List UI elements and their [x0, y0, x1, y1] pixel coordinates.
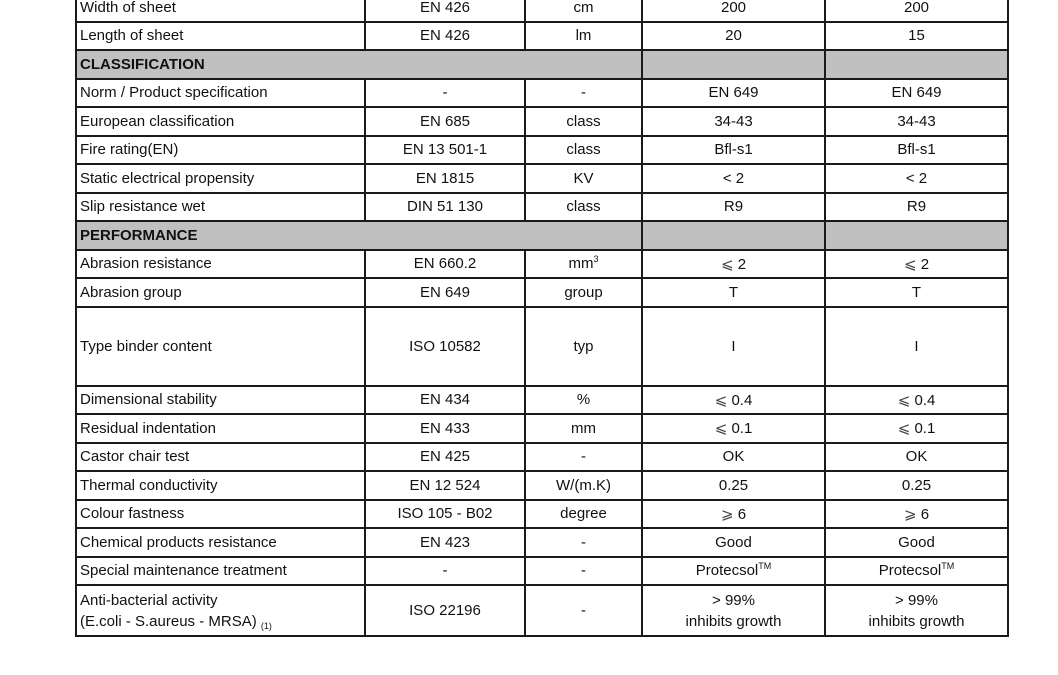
unit-cell: class	[525, 193, 642, 222]
norm-cell: ISO 22196	[365, 585, 525, 636]
section-title: PERFORMANCE	[76, 221, 642, 250]
property-label: Type binder content	[76, 307, 365, 386]
property-label: Norm / Product specification	[76, 79, 365, 108]
norm-cell: EN 649	[365, 278, 525, 307]
less-equal-symbol: ⩽	[897, 420, 911, 438]
label-line-2-text: (E.coli - S.aureus - MRSA)	[80, 612, 257, 630]
value-line-1: > 99%	[895, 591, 938, 609]
property-label: Dimensional stability	[76, 386, 365, 415]
table-row	[76, 528, 1008, 557]
value-text: 2	[737, 255, 747, 273]
value-a-cell: OK	[642, 443, 825, 472]
unit-superscript: 3	[593, 254, 599, 265]
value-b-cell: < 2	[825, 164, 1008, 193]
value-text: 0.1	[914, 420, 936, 438]
value-b-cell: 200	[825, 0, 1008, 22]
value-b-cell	[825, 250, 1008, 279]
value-a-cell: 34-43	[642, 107, 825, 136]
table-row	[76, 278, 1008, 307]
value-a-cell: 20	[642, 22, 825, 51]
value-text: Protecsol	[878, 562, 942, 580]
property-label: Thermal conductivity	[76, 471, 365, 500]
value-a-cell	[642, 500, 825, 529]
norm-cell: EN 12 524	[365, 471, 525, 500]
value-b-cell	[825, 386, 1008, 415]
section-value-a-cell	[642, 221, 825, 250]
table-row	[76, 414, 1008, 443]
value-a-cell: I	[642, 307, 825, 386]
norm-cell: DIN 51 130	[365, 193, 525, 222]
table-row	[76, 500, 1008, 529]
unit-cell: -	[525, 528, 642, 557]
property-label: European classification	[76, 107, 365, 136]
table-row	[76, 250, 1008, 279]
property-label: Special maintenance treatment	[76, 557, 365, 586]
trademark-superscript: TM	[758, 561, 772, 572]
label-line-2	[80, 611, 362, 632]
table-row	[76, 79, 1008, 108]
property-label: Static electrical propensity	[76, 164, 365, 193]
unit-cell: -	[525, 79, 642, 108]
norm-cell: EN 426	[365, 0, 525, 22]
table-row	[76, 471, 1008, 500]
norm-cell: -	[365, 79, 525, 108]
property-label: Chemical products resistance	[76, 528, 365, 557]
unit-cell	[525, 250, 642, 279]
norm-cell: ISO 10582	[365, 307, 525, 386]
greater-equal-symbol: ⩾	[903, 505, 917, 523]
value-text: 6	[737, 505, 747, 523]
value-a-cell	[642, 585, 825, 636]
unit-cell: KV	[525, 164, 642, 193]
property-label: Colour fastness	[76, 500, 365, 529]
value-b-cell: 34-43	[825, 107, 1008, 136]
norm-cell: EN 433	[365, 414, 525, 443]
value-b-cell: I	[825, 307, 1008, 386]
norm-cell: EN 1815	[365, 164, 525, 193]
norm-cell: EN 423	[365, 528, 525, 557]
section-value-a-cell	[642, 50, 825, 79]
norm-cell: -	[365, 557, 525, 586]
value-b-cell: 0.25	[825, 471, 1008, 500]
table-row	[76, 557, 1008, 586]
section-value-b-cell	[825, 221, 1008, 250]
value-b-cell: T	[825, 278, 1008, 307]
property-label: Width of sheet	[76, 0, 365, 22]
unit-cell: mm	[525, 414, 642, 443]
value-a-cell	[642, 250, 825, 279]
unit-cell: lm	[525, 22, 642, 51]
property-label: Residual indentation	[76, 414, 365, 443]
value-b-cell: 15	[825, 22, 1008, 51]
property-label: Length of sheet	[76, 22, 365, 51]
value-text: 6	[920, 505, 930, 523]
trademark-superscript: TM	[941, 561, 955, 572]
table-row	[76, 136, 1008, 165]
unit-cell: -	[525, 557, 642, 586]
value-text: Protecsol	[695, 562, 759, 580]
less-equal-symbol: ⩽	[720, 255, 734, 273]
table-row	[76, 386, 1008, 415]
value-a-cell: EN 649	[642, 79, 825, 108]
footnote-marker: (1)	[260, 620, 272, 631]
table-row	[76, 193, 1008, 222]
table-row	[76, 307, 1008, 386]
unit-cell: typ	[525, 307, 642, 386]
table-row	[76, 585, 1008, 636]
unit-cell: class	[525, 136, 642, 165]
value-b-cell: OK	[825, 443, 1008, 472]
value-b-cell: Good	[825, 528, 1008, 557]
property-label	[76, 585, 365, 636]
property-label: Slip resistance wet	[76, 193, 365, 222]
value-b-cell: R9	[825, 193, 1008, 222]
value-text: 0.4	[731, 391, 753, 409]
value-text: 0.4	[914, 391, 936, 409]
value-line-2: inhibits growth	[685, 612, 782, 630]
value-b-cell: EN 649	[825, 79, 1008, 108]
value-text: 0.1	[731, 420, 753, 438]
table-row	[76, 164, 1008, 193]
value-a-cell: Bfl-s1	[642, 136, 825, 165]
less-equal-symbol: ⩽	[714, 420, 728, 438]
value-a-cell: 0.25	[642, 471, 825, 500]
unit-text: mm	[568, 255, 594, 273]
value-a-cell: T	[642, 278, 825, 307]
value-a-cell	[642, 557, 825, 586]
unit-cell: %	[525, 386, 642, 415]
property-label: Abrasion group	[76, 278, 365, 307]
section-header-classification	[76, 50, 1008, 79]
unit-cell: -	[525, 585, 642, 636]
property-label: Castor chair test	[76, 443, 365, 472]
unit-cell: -	[525, 443, 642, 472]
greater-equal-symbol: ⩾	[720, 505, 734, 523]
table-row-width-of-sheet	[76, 0, 1008, 22]
value-a-cell: Good	[642, 528, 825, 557]
norm-cell: EN 13 501-1	[365, 136, 525, 165]
less-equal-symbol: ⩽	[903, 255, 917, 273]
less-equal-symbol: ⩽	[714, 391, 728, 409]
section-value-b-cell	[825, 50, 1008, 79]
table-row-length-of-sheet	[76, 22, 1008, 51]
value-a-cell	[642, 386, 825, 415]
property-label: Fire rating(EN)	[76, 136, 365, 165]
value-line-2: inhibits growth	[868, 612, 965, 630]
norm-cell: EN 425	[365, 443, 525, 472]
norm-cell: EN 660.2	[365, 250, 525, 279]
norm-cell: EN 685	[365, 107, 525, 136]
unit-cell: cm	[525, 0, 642, 22]
unit-cell: W/(m.K)	[525, 471, 642, 500]
less-equal-symbol: ⩽	[897, 391, 911, 409]
value-a-cell	[642, 414, 825, 443]
norm-cell: ISO 105 - B02	[365, 500, 525, 529]
technical-specifications-table	[75, 0, 1009, 637]
unit-cell: degree	[525, 500, 642, 529]
value-line-1: > 99%	[712, 591, 755, 609]
value-a-cell: 200	[642, 0, 825, 22]
label-line-1: Anti-bacterial activity	[80, 591, 218, 609]
unit-cell: group	[525, 278, 642, 307]
norm-cell: EN 426	[365, 22, 525, 51]
unit-cell: class	[525, 107, 642, 136]
value-a-cell: R9	[642, 193, 825, 222]
property-label: Abrasion resistance	[76, 250, 365, 279]
table-row	[76, 443, 1008, 472]
value-b-cell: Bfl-s1	[825, 136, 1008, 165]
value-text: 2	[920, 255, 930, 273]
value-b-cell	[825, 557, 1008, 586]
section-title: CLASSIFICATION	[76, 50, 642, 79]
section-header-performance	[76, 221, 1008, 250]
value-a-cell: < 2	[642, 164, 825, 193]
value-b-cell	[825, 500, 1008, 529]
norm-cell: EN 434	[365, 386, 525, 415]
table-row	[76, 107, 1008, 136]
value-b-cell	[825, 414, 1008, 443]
value-b-cell	[825, 585, 1008, 636]
